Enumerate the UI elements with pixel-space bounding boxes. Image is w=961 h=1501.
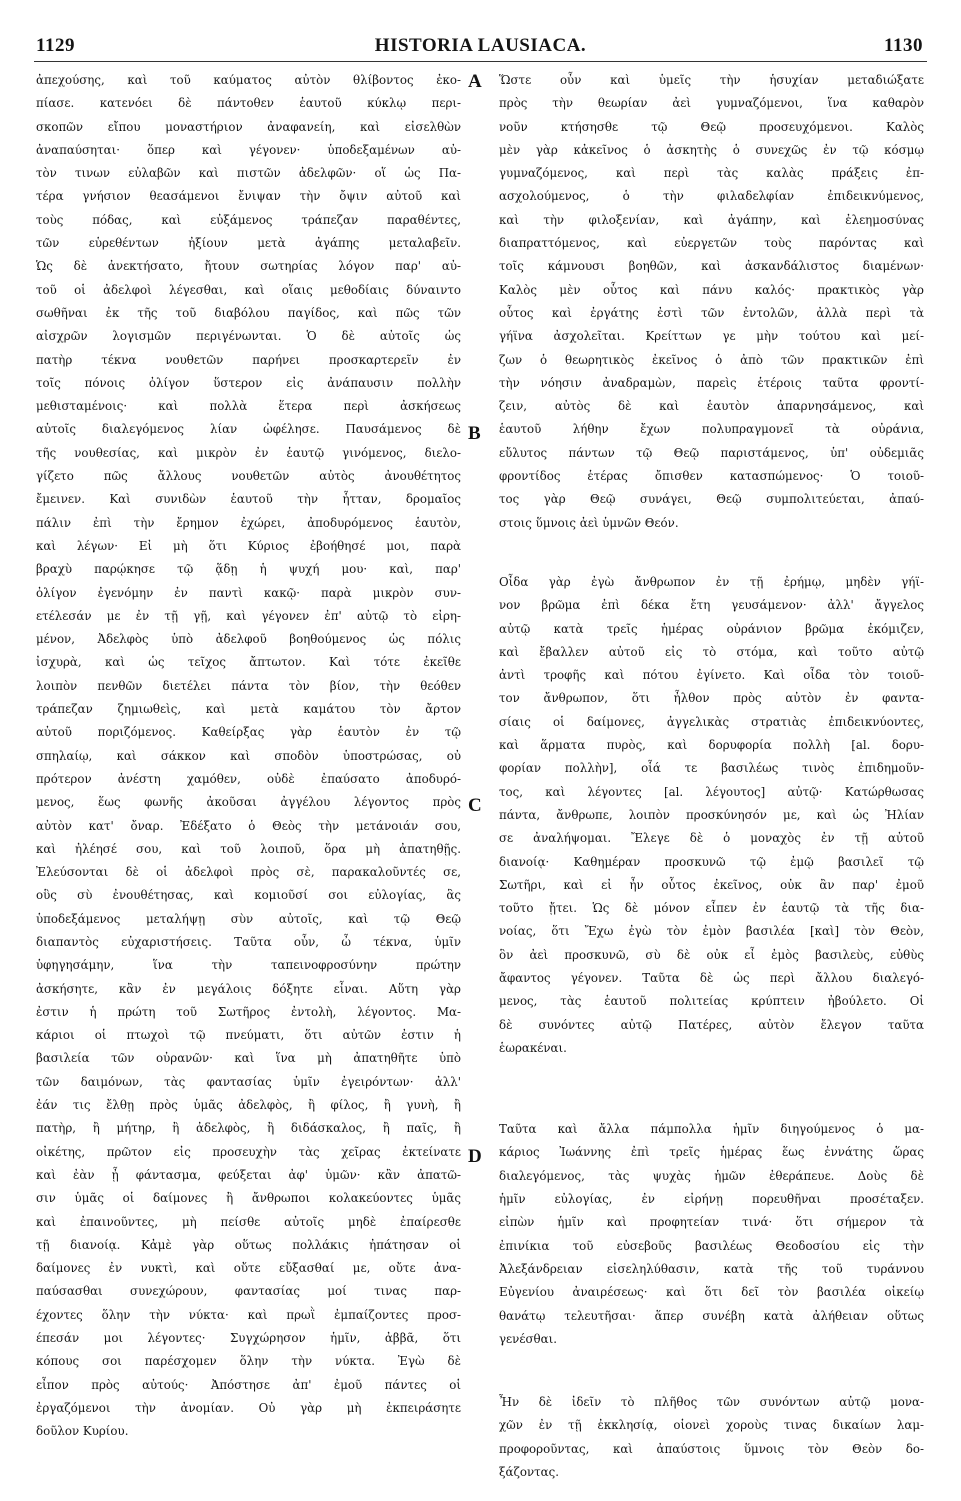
text-line: έπεσάν μοι λέγοντες· Συγχώρησον ἡμῖν, ἀββᾶ, ὅτι bbox=[36, 1331, 461, 1346]
text-line: οἰκέτης, πρῶτον εἰς προσευχὴν τὰς χεῖρας ἐκτείνατε bbox=[36, 1144, 461, 1159]
text-line: νον βρῶμα ἐπὶ δέκα ἔτη γευσάμενον· ἀλλ' ἄγγελος bbox=[499, 598, 924, 613]
text-line: αὐτῷ κατὰ τρεῖς ἡμέρας οὐράνιον βρῶμα ἐκόμιζεν, bbox=[499, 621, 924, 636]
text-line: Εὐγενίου ἀναιρέσεως· καὶ ὅτι δεῖ τὸν βασιλέα οἰκείῳ bbox=[499, 1285, 924, 1300]
text-line: σιν ὑμᾶς οἱ δαίμονες ἢ ἄνθρωποι κολακεύοντες ὑμᾶς bbox=[36, 1191, 461, 1206]
text-line: καὶ λέγων· Εἰ μὴ ὅτι Κύριος ἐβοήθησέ μοι, παρὰ bbox=[36, 538, 461, 553]
text-line: ἔμεινεν. Καὶ συνιδὼν ἑαυτοῦ τὴν ἧτταν, δρομαῖος bbox=[36, 492, 461, 507]
text-line: πίασε. κατενόει δὲ πάντοθεν ἑαυτοῦ κύκλῳ περι- bbox=[36, 96, 461, 111]
text-line: έχοντες ὅλην τὴν νύκτα· καὶ πρωῒ ἐμπαίζοντες προσ- bbox=[36, 1307, 461, 1322]
page-number-right: 1130 bbox=[884, 35, 923, 56]
text-line: Σωτῆρι, καὶ εἰ ἦν οὗτος ἐκεῖνος, οὐκ ἂν παρ' ἐμοῦ bbox=[499, 877, 924, 892]
text-line: ασχολούμενος, ὁ τὴν φιλαδελφίαν ἐπιδεικνύμενος, bbox=[499, 189, 924, 204]
text-line: ἡμῖν εὐλογίας, ἐν εἰρήνῃ πορευθῆναι προσέταξεν. bbox=[499, 1192, 924, 1207]
text-line: διανοίᾳ· Καθημέραν προσκυνῶ τῷ ἐμῷ βασιλεῖ τῷ bbox=[499, 854, 924, 869]
text-line: γυμναζόμενος, καὶ περὶ τὰς καλὰς πράξεις ἐπ- bbox=[499, 166, 924, 181]
text-line: διαπαντὸς εὐχαριστήσεις. Ταῦτα οὖν, ὦ τέκνα, ὑμῖν bbox=[36, 934, 461, 949]
text-line: τῶν εὑρεθέντων ἠξίουν μετὰ ἀγάπης μεταλαβεῖν. bbox=[36, 236, 461, 251]
text-line: τοῖς πόνοις ὀλίγον ὕστερον εἰς ἀνάπαυσιν πολλὴν bbox=[36, 375, 461, 390]
text-line: διαπραττόμενος, καὶ εὐεργετῶν τοὺς παρόντας καὶ bbox=[499, 236, 924, 251]
margin-letter-c: C bbox=[468, 795, 482, 816]
text-line: πατὴρ, ἢ μήτηρ, ἢ ἀδελφὸς, ἢ διδάσκαλος, ἢ παῖς, ἢ bbox=[36, 1121, 461, 1136]
text-line: οὗτος καὶ ἐργάτης ἐστὶ τῶν ἐντολῶν, ἀλλὰ περὶ τὰ bbox=[499, 305, 924, 320]
text-line: ὑφηγησάμην, ἵνα τὴν ταπεινοφροσύνην πρώτην bbox=[36, 958, 461, 973]
text-line: εἶπον πρὸς αὐτούς· Ἀπόστησε ἀπ' ἐμοῦ πάντες οἱ bbox=[36, 1377, 461, 1392]
text-line: μενος, ἕως φωνῆς ἀκοῦσαι ἀγγέλου λέγοντος πρὸς bbox=[36, 795, 461, 810]
text-line: καὶ ἅρματα πυρὸς, καὶ δορυφορία πολλὴ [al. δορυ- bbox=[499, 738, 924, 753]
text-line: αὐτοῦ ποριζόμενος. Καθείρξας γὰρ ἑαυτὸν ἐν τῷ bbox=[36, 725, 461, 740]
text-line: ἑαυτοῦ λήθην ἔχων πολυπραγμονεῖ τὰ οὐράνια, bbox=[499, 422, 924, 437]
text-line: Ὡς δὲ ἀνεκτήσατο, ἤτουν σωτηρίας λόγον παρ' αὐ- bbox=[36, 259, 461, 274]
text-line: καὶ ἐὰν ᾖ φάντασμα, φεύξεται ἀφ' ὑμῶν· κἂν ἀπατῶ- bbox=[36, 1167, 461, 1182]
text-line: Οἶδα γὰρ ἐγὼ ἄνθρωπον ἐν τῇ ἐρήμῳ, μηδὲν γήϊ- bbox=[499, 574, 924, 589]
margin-letter-d: D bbox=[468, 1146, 482, 1167]
text-line: προφοροῦντας, καὶ ἀπαύστοις ὕμνοις τὸν Θεὸν δο- bbox=[499, 1441, 924, 1456]
text-line: τὸν τινων εὐλαβῶν καὶ πιστῶν ἀδελφῶν· οἵ ὡς Πα- bbox=[36, 166, 461, 181]
text-line: εὔλυτος πάντων τῷ Θεῷ παριστάμενος, ὑπ' οὐδεμιᾶς bbox=[499, 445, 924, 460]
text-line: τράπεζαν ζημιωθεὶς, καὶ μετὰ καμάτου τὸν ἄρτον bbox=[36, 702, 461, 717]
right-column bbox=[499, 69, 924, 1484]
text-line: Ἀλεξάνδρειαν εἰσεληλύθασιν, κατὰ τῆς τοῦ τυράννου bbox=[499, 1261, 924, 1276]
text-line: ἐστιν ἡ πρώτη τοῦ Σωτῆρος ἐντολὴ, λέγοντος. Μα- bbox=[36, 1004, 461, 1019]
text-line: εἰπὼν ἡμῖν καὶ προφητείαν τινά· ὅτι σήμερον τὰ bbox=[499, 1215, 924, 1230]
text-line: ετέλεσάν με ἐν τῇ γῇ, καὶ γέγονεν ἐπ' αὐτῷ τὸ εἰρη- bbox=[36, 608, 461, 623]
text-line: τον ἄνθρωπον, ὅτι ἦλθον πρὸς αὐτὸν ἐν φαντα- bbox=[499, 691, 924, 706]
text-line: αἰσχρῶν λογισμῶν περιγένωνται. Ὁ δὲ αὐτοῖς ὡς bbox=[36, 329, 461, 344]
text-line: σκοπῶν εἴπου μοναστήριον ἀναφανείη, καὶ εἰσελθὼν bbox=[36, 119, 461, 134]
text-line: φορίαν πολλὴν], οἷά τε βασιλέως τινὸς ἐπιδημοῦν- bbox=[499, 761, 924, 776]
paragraph-gap bbox=[499, 1351, 924, 1391]
text-line: Ὥστε οὖν καὶ ὑμεῖς τὴν ἡσυχίαν μεταδιώξατε bbox=[499, 73, 924, 87]
header-rule bbox=[34, 61, 927, 62]
text-line: Καλὸς μὲν οὗτος καὶ πάνυ καλός· πρακτικὸς γὰρ bbox=[499, 282, 924, 297]
text-line: φροντίδος ἑτέρας ὄπισθεν κατασπώμενος· Ὁ τοιοῦ- bbox=[499, 469, 924, 484]
text-line: βραχὺ παρῴκησε τῷ ᾅδῃ ἡ ψυχή μου· καὶ, παρ' bbox=[36, 562, 461, 577]
paragraph bbox=[499, 1391, 924, 1484]
text-line: δαίμονες ἐν νυκτὶ, καὶ οὔτε εὔξασθαί με, οὔτε ἀνα- bbox=[36, 1261, 461, 1276]
text-line: καὶ ἔβαλλεν αὐτοῦ εἰς τὸ στόμα, καὶ τοῦτο αὐτῷ bbox=[499, 644, 924, 659]
text-line: ἑωρακέναι. bbox=[499, 1040, 567, 1055]
text-line: καὶ τὴν φιλοξενίαν, καὶ ἀγάπην, καὶ ἐλεημοσύνας bbox=[499, 212, 924, 227]
margin-letter-b: B bbox=[468, 423, 481, 444]
text-line: κάριος Ἰωάννης ἐπὶ τρεῖς ἡμέρας ἕως ἐννάτης ὥρας bbox=[499, 1145, 924, 1160]
text-line: πατὴρ τέκνα νουθετῶν παρήνει προσκαρτερεῖν ἐν bbox=[36, 352, 461, 367]
text-line: τοῦτο ᾔτει. Ὡς δὲ μόνον εἶπεν ἐν ἑαυτῷ τὰ τῆς δια- bbox=[499, 901, 924, 916]
text-line: σωθῆναι ἐκ τῆς τοῦ διαβόλου παγίδος, καὶ πῶς τῶν bbox=[36, 305, 461, 320]
text-line: βασιλεία τῶν οὐρανῶν· καὶ ἵνα μὴ ἀπατηθῆτε ὑπὸ bbox=[36, 1051, 461, 1066]
text-line: λοιπὸν πενθῶν διετέλει πάντα τὸν βίον, τὴν θεόθεν bbox=[36, 678, 461, 693]
text-line: θανάτῳ τελευτῆσαι· ἅπερ συνέβη κατὰ ἀλήθειαν οὕτως bbox=[499, 1308, 924, 1323]
text-line: τοῖς κάμνουσι βοηθῶν, καὶ ἀσκανδάλιστος διαμένων· bbox=[499, 259, 924, 274]
text-line: ἀντὶ τροφῆς καὶ πότου ἐγίνετο. Καὶ οἶδα τὸν τοιοῦ- bbox=[499, 668, 924, 683]
text-line: ἐπινίκια τοῦ εὐσεβοῦς βασιλέως Θεοδοσίου εἰς τὴν bbox=[499, 1238, 924, 1253]
text-line: ὃν ἀεὶ προσκυνῶ, σὺ δὲ οὐκ εἶ ἐμὸς βασιλεὺς, εὐθὺς bbox=[499, 947, 924, 962]
text-line: μὲν γὰρ κἀκεῖνος ὁ ἀσκητὴς ὁ συνεχῶς ἐν τῷ κόσμῳ bbox=[499, 142, 924, 157]
text-line: στοις ὕμνοις ἀεὶ ὑμνῶν Θεόν. bbox=[499, 515, 679, 530]
text-line: σε ἀναλήψομαι. Ἔλεγε δὲ ὁ μοναχὸς ἐν τῇ αὐτοῦ bbox=[499, 831, 924, 846]
text-line: καὶ ἐπαινοῦντες, μὴ πείσθε αὐτοῖς μηδὲ ἐπαίρεσθε bbox=[36, 1214, 461, 1229]
text-line: πάλιν ἐπὶ τὴν ἔρημον ἐχώρει, ἀποδυρόμενος ἑαυτὸν, bbox=[36, 515, 461, 530]
text-line: νοίας, ὅτι Ἔχω ἐγὼ τὸν ἐμὸν βασιλέα [καὶ] τὸν Θεὸν, bbox=[499, 924, 924, 939]
text-line: τοῦ οἱ ἀδελφοὶ λέγεσθαι, καὶ οἵαις μεθοδίαις δύναιντο bbox=[36, 282, 461, 297]
paragraph-gap bbox=[499, 1060, 924, 1118]
text-line: τος, καὶ λέγοντες [al. λέγουτος] αὐτῷ· Κατώρθωσας bbox=[499, 784, 924, 799]
text-line: ἀπεχούσης, καὶ τοῦ καύματος αὐτὸν θλίβοντος ἐκο- bbox=[36, 73, 461, 87]
text-line: γήϊνα ἀσχολεῖται. Κρείττων γε μὴν τούτου καὶ μεί- bbox=[499, 329, 924, 344]
text-line: τος γὰρ Θεῷ συνάγει, Θεῷ συμπολιτεύεται, ἀπαύ- bbox=[499, 492, 924, 507]
text-line: δὲ συνόντες αὐτῷ Πατέρες, αὐτὸν ἔλεγον ταῦτα bbox=[499, 1017, 924, 1032]
text-line: τοὺς πόδας, καὶ εὐξάμενος τράπεζαν παραθέντες, bbox=[36, 212, 461, 227]
paragraph bbox=[499, 1118, 924, 1351]
text-line: σπηλαίῳ, καὶ σάκκον καὶ σποδὸν ὑποστρώσας, οὐ bbox=[36, 748, 461, 763]
text-line: ἐργαζόμενοι τὴν ἀνομίαν. Οὐ γὰρ μὴ ἐκπειράσητε bbox=[36, 1400, 461, 1415]
paragraph bbox=[499, 69, 924, 535]
text-line: σίαις οἱ δαίμονες, ἀγγελικὰς στρατιὰς ἐπιδεικνύοντες, bbox=[499, 714, 924, 729]
text-line: κάριοι οἱ πτωχοὶ τῷ πνεύματι, ὅτι αὐτῶν ἐστιν ἡ bbox=[36, 1028, 461, 1043]
text-line: αὐτοῖς διαλεγόμενος λίαν ὠφέλησε. Παυσάμενος δὲ bbox=[36, 422, 461, 437]
text-line: νοῦν κτήσησθε τῷ Θεῷ προσευχόμενοι. Καλὸς bbox=[499, 119, 924, 134]
text-line: μένον, Ἀδελφὸς ὑπὸ ἀδελφοῦ βοηθούμενος ὡς πόλις bbox=[36, 632, 461, 647]
running-title: HISTORIA LAUSIACA. bbox=[374, 35, 587, 56]
text-line: ἄφαντος γέγονεν. Ταῦτα δὲ ὡς περὶ ἄλλου διαλεγό- bbox=[499, 970, 924, 985]
text-line: ὀλίγον ἐγενόμην ἐν παντὶ κακῷ· παρὰ μικρὸν συν- bbox=[36, 585, 461, 600]
text-line: ἀσκήσητε, κἂν ἐν μεγάλοις δόξητε εἶναι. Αὕτη γὰρ bbox=[36, 981, 461, 996]
text-line: μεθισταμένοις· καὶ πολλὰ ἕτερα περὶ ἀσκήσεως bbox=[36, 399, 461, 414]
text-line: γίζετο πῶς ἄλλους νουθετῶν αὐτὸς ἀνουθέτητος bbox=[36, 469, 461, 484]
text-line: ὑποδεξάμενος μεταλήψῃ σὺν αὐτοῖς, καὶ τῷ Θεῷ bbox=[36, 911, 461, 926]
paragraph bbox=[499, 571, 924, 1060]
text-line: ξάζοντας. bbox=[499, 1465, 559, 1480]
page-number-left: 1129 bbox=[36, 35, 75, 56]
text-line: δοῦλον Κυρίου. bbox=[36, 1424, 129, 1439]
text-line: τῆς νουθεσίας, καὶ μικρὸν ἐν ἑαυτῷ γινόμενος, διελο- bbox=[36, 445, 461, 460]
text-line: γενέσθαι. bbox=[499, 1331, 557, 1346]
text-line: τέρα γνήσιον θεασάμενοι ἔνιψαν τὴν ὄψιν αὐτοῦ καὶ bbox=[36, 189, 461, 204]
text-line: ἀναπαύσηται· ὅπερ καὶ γέγονεν· ὑποδεξαμένων αὐ- bbox=[36, 142, 461, 157]
text-line: τῇ διανοίᾳ. Κἀμὲ γὰρ οὕτως πολλάκις ἠπάτησαν οἱ bbox=[36, 1237, 461, 1252]
text-line: ζειν, αὐτὸς δὲ καὶ ἑαυτὸν ἀπαρνησάμενος, καὶ bbox=[499, 399, 924, 414]
text-line: διαλεγόμενος, τὰς ψυχὰς ἡμῶν ἐθεράπευε. Δοὺς δὲ bbox=[499, 1168, 924, 1183]
text-line: Ἦν δὲ ἰδεῖν τὸ πλῆθος τῶν συνόντων αὐτῷ μονα- bbox=[499, 1395, 924, 1410]
text-line: ἐάν τις ἔλθῃ πρὸς ὑμᾶς ἀδελφὸς, ἢ φίλος, ἢ γυνὴ, ἢ bbox=[36, 1098, 461, 1113]
text-line: τῶν δαιμόνων, τὰς φαντασίας ὑμῖν ἐγειρόντων· ἀλλ' bbox=[36, 1074, 461, 1089]
text-line: μενος, τὰς ἑαυτοῦ πολιτείας κρύπτειν ἠβούλετο. Οἱ bbox=[499, 994, 924, 1009]
text-line: κόπους σοι παρέσχομεν ὅλην τὴν νύκτα. Ἐγὼ δὲ bbox=[36, 1354, 461, 1369]
text-line: οὓς σὺ ἐνουθέτησας, καὶ κομιοῦσί σοι εὐλογίας, ἃς bbox=[36, 888, 461, 903]
text-line: παύσασθαι συνεχώρουν, φαντασίας μοί τινας παρ- bbox=[36, 1284, 461, 1299]
text-line: ζων ὁ θεωρητικὸς ἐκεῖνος ὁ ἀπὸ τῶν πρακτικῶν ἐπὶ bbox=[499, 352, 924, 367]
text-line: πρότερον ἀνέστη χαμόθεν, οὐδὲ ἐπαύσατο ἀποδυρό- bbox=[36, 771, 461, 786]
text-line: τὴν νόησιν ἀναδραμὼν, παρεὶς ἑτέροις ταῦτα φροντί- bbox=[499, 375, 924, 390]
text-line: αὐτὸν κατ' ὄναρ. Ἐδέξατο ὁ Θεὸς τὴν μετάνοιάν σου, bbox=[36, 818, 461, 833]
text-line: πρὸς τὴν θεωρίαν ἀεὶ γυμναζόμενοι, ἵνα καθαρὸν bbox=[499, 96, 924, 111]
text-line: πάντα, ἄνθρωπε, λοιπὸν προσκύνησόν με, καὶ ὡς Ἠλίαν bbox=[499, 807, 924, 822]
text-line: ἰσχυρὰ, καὶ ὡς τεῖχος ἄπτωτον. Καὶ τότε ἐκεῖθε bbox=[36, 655, 461, 670]
text-line: χῶν ἐν τῇ ἐκκλησίᾳ, οἱονεὶ χοροὺς τινας δικαίων λαμ- bbox=[499, 1418, 924, 1433]
text-line: Ἐλεύσονται δὲ οἱ ἀδελφοὶ πρὸς σὲ, παρακαλοῦντές σε, bbox=[36, 865, 461, 880]
text-line: καὶ ἠλέησέ σου, καὶ τοῦ λοιποῦ, ὅρα μὴ ἀπατηθῇς. bbox=[36, 841, 461, 856]
margin-letter-a: A bbox=[468, 71, 482, 92]
paragraph-gap bbox=[499, 535, 924, 571]
text-line: Ταῦτα καὶ ἄλλα πάμπολλα ἡμῖν διηγούμενος ὁ μα- bbox=[499, 1122, 924, 1137]
left-column bbox=[36, 69, 461, 1444]
